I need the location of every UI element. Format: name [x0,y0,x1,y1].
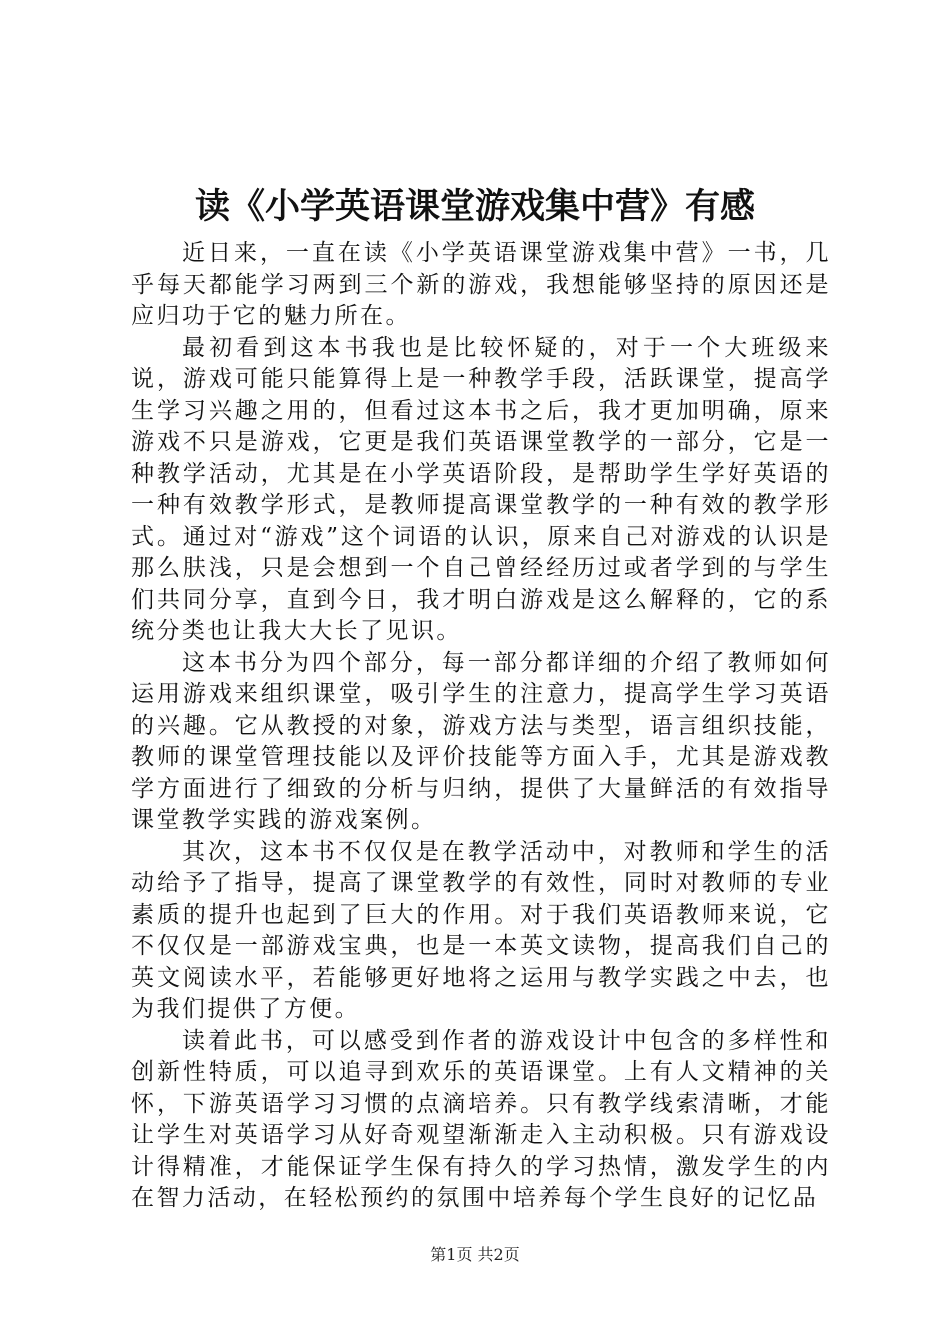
paragraph-3: 这本书分为四个部分，每一部分都详细的介绍了教师如何运用游戏来组织课堂，吸引学生的注意力，提高学生学习英语的兴趣。它从教授的对象，游戏方法与类型，语言组织技能，教师的课堂管理技能以及评价技能等方面入手，尤其是游戏教学方面进行了细致的分析与归纳，提供了大量鲜活的有效指导课堂教学实践的游戏案例。 [131,649,831,833]
paragraph-5: 读着此书，可以感受到作者的游戏设计中包含的多样性和创新性特质，可以追寻到欢乐的英语课堂。上有人文精神的关怀，下游英语学习习惯的点滴培养。只有教学线索清晰，才能让学生对英语学习从好奇观望渐渐走入主动积极。只有游戏设计得精准，才能保证学生保有持久的学习热情，激发学生的内在智力活动，在轻松预约的氛围中培养每个学生良好的记忆品 [131,1027,831,1211]
document-body [131,238,831,1215]
paragraph-2: 最初看到这本书我也是比较怀疑的，对于一个大班级来说，游戏可能只能算得上是一种教学手段，活跃课堂，提高学生学习兴趣之用的，但看过这本书之后，我才更加明确，原来游戏不只是游戏，它更是我们英语课堂教学的一部分，它是一种教学活动，尤其是在小学英语阶段，是帮助学生学好英语的一种有效教学形式，是教师提高课堂教学的一种有效的教学形式。通过对“游戏”这个词语的认识，原来自己对游戏的认识是那么肤浅，只是会想到一个自己曾经经历过或者学到的与学生们共同分享，直到今日，我才明白游戏是这么解释的，它的系统分类也让我大大长了见识。 [131,334,831,644]
page-number-footer: 第1页 共2页 [430,1245,520,1264]
page-title: 读《小学英语课堂游戏集中营》有感 [194,186,755,227]
paragraph-1: 近日来，一直在读《小学英语课堂游戏集中营》一书，几乎每天都能学习两到三个新的游戏，我想能够坚持的原因还是应归功于它的魅力所在。 [131,240,831,329]
paragraph-4: 其次，这本书不仅仅是在教学活动中，对教师和学生的活动给予了指导，提高了课堂教学的有效性，同时对教师的专业素质的提升也起到了巨大的作用。对于我们英语教师来说，它不仅仅是一部游戏宝典，也是一本英文读物，提高我们自己的英文阅读水平，若能够更好地将之运用与教学实践之中去，也为我们提供了方便。 [131,838,831,1022]
